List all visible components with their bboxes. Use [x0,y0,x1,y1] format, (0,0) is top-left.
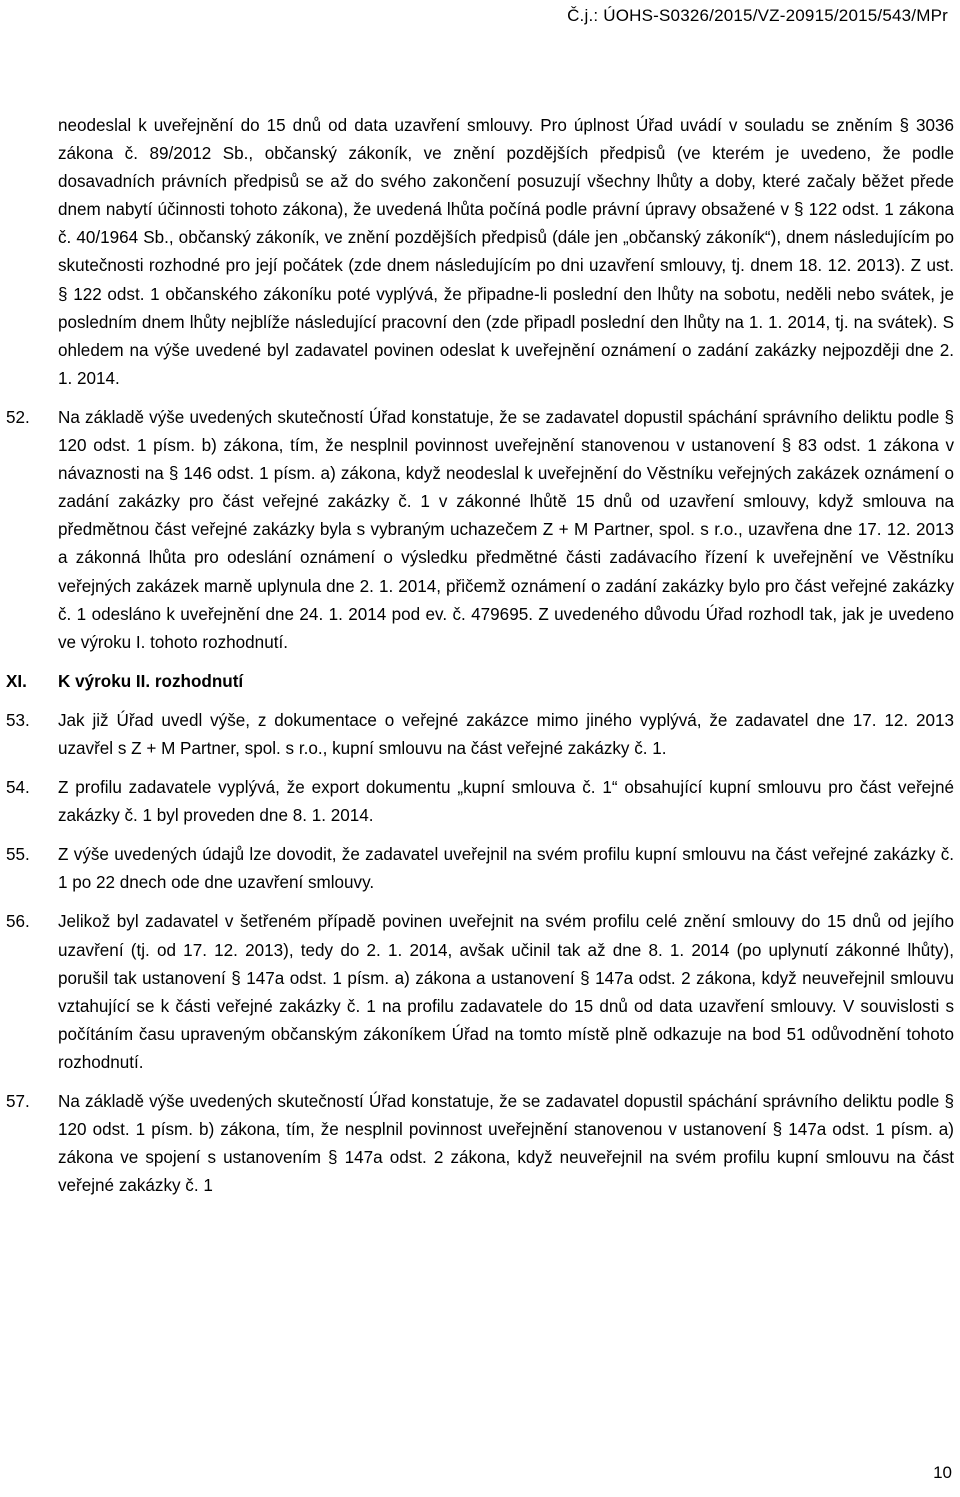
section-heading-xi [0,668,960,696]
page-number: 10 [933,1463,952,1482]
paragraph-text: Na základě výše uvedených skutečností Úřad konstatuje, že se zadavatel dopustil spáchání správního deliktu podle § 120 odst. 1 písm. b) zákona, tím, že nesplnil povinnost uveřejnění stanovenou v ustanovení § 147a odst. 1 písm. a) zákona ve spojení s ustanovením § 147a odst. 2 zákona, když neuveřejnil na svém profilu kupní smlouvu na část veřejné zakázky č. 1 [58,1092,954,1196]
paragraph-52 [0,404,960,657]
paragraph-57 [0,1088,960,1200]
section-title: K výroku II. rozhodnutí [58,671,244,691]
paragraph-text: Z profilu zadavatele vyplývá, že export dokumentu „kupní smlouva č. 1“ obsahující kupní smlouvu pro část veřejné zakázky č. 1 byl proveden dne 8. 1. 2014. [58,778,954,826]
paragraph-53 [0,707,960,763]
paragraph-55 [0,841,960,897]
paragraph-56 [0,908,960,1077]
paragraph-number: 54. [6,778,30,798]
paragraph-text: Jak již Úřad uvedl výše, z dokumentace o veřejné zakázce mimo jiného vyplývá, že zadavatel dne 17. 12. 2013 uzavřel s Z + M Partner, spol. s r.o., kupní smlouvu na část veřejné zakázky č. 1. [58,710,954,758]
paragraph-text: Jelikož byl zadavatel v šetřeném případě povinen uveřejnit na svém profilu celé znění smlouvy do 15 dnů od jejího uzavření (tj. od 17. 12. 2013), tedy do 2. 1. 2014, avšak učinil tak až dne 8. 1. 2014 (po uplynutí zákonné lhůty), porušil tak ustanovení § 147a odst. 1 písm. a) zákona a ustanovení § 147a odst. 2 zákona, když neuveřejnil smlouvu vztahující se k části veřejné zakázky č. 1 na profilu zadavatele do 15 dnů od data uzavření smlouvy. V souvislosti s počítáním času upraveným občanským zákoníkem Úřad na tomto místě plně odkazuje na bod 51 odůvodnění tohoto rozhodnutí. [58,912,954,1072]
paragraph-number: 53. [6,710,30,730]
intro-paragraph: neodeslal k uveřejnění do 15 dnů od data uzavření smlouvy. Pro úplnost Úřad uvádí v souladu se zněním § 3036 zákona č. 89/2012 Sb., občanský zákoník, ve znění pozdějších předpisů (ve kterém je uvedeno, že podle dosavadních právních předpisů se až do svého zakončení posuzují všechny lhůty a doby, které začaly běžet přede dnem nabytí účinnosti tohoto zákona), že uvedená lhůta počíná podle právní úpravy obsažené v § 122 odst. 1 zákona č. 40/1964 Sb., občanský zákoník, ve znění pozdějších předpisů (dále jen „občanský zákoník“), dnem následujícím po skutečnosti rozhodné pro její počátek (zde dnem následujícím po dni uzavření smlouvy, tj. dnem 18. 12. 2013). Z ust. § 122 odst. 1 občanského zákoníku poté vyplývá, že připadne-li poslední den lhůty na sobotu, neděli nebo svátek, je posledním dnem lhůty nejblíže následující pracovní den (zde připadl poslední den lhůty na 1. 1. 2014, tj. na svátek). S ohledem na výše uvedené byl zadavatel povinen odeslat k uveřejnění oznámení o zadání zakázky nejpozději dne 2. 1. 2014. [58,116,954,388]
section-number: XI. [6,671,27,691]
paragraph-number: 52. [6,407,30,427]
paragraph-text: Na základě výše uvedených skutečností Úřad konstatuje, že se zadavatel dopustil spáchání správního deliktu podle § 120 odst. 1 písm. b) zákona, tím, že nesplnil povinnost uveřejnění stanovenou v ustanovení § 83 odst. 1 zákona v návaznosti na § 146 odst. 1 písm. a) zákona, když neodeslal k uveřejnění do Věstníku veřejných zakázek oznámení o zadání zakázky pro část veřejné zakázky č. 1 v zákonné lhůtě 15 dnů od uzavření smlouvy, když smlouva na předmětnou část veřejné zakázky byla s vybraným uchazečem Z + M Partner, spol. s r.o., uzavřena dne 17. 12. 2013 a zákonná lhůta pro odeslání oznámení o výsledku předmětné části zadávacího řízení k uveřejnění ve Věstníku veřejných zakázek marně uplynula dne 2. 1. 2014, přičemž oznámení o zadání zakázky bylo pro část veřejné zakázky č. 1 odesláno k uveřejnění dne 24. 1. 2014 pod ev. č. 479695. Z uvedeného důvodu Úřad rozhodl tak, jak je uvedeno ve výroku I. tohoto rozhodnutí. [58,407,954,652]
paragraph-number: 56. [6,912,30,932]
document-body [0,112,960,1200]
paragraph-number: 55. [6,845,30,865]
document-reference: Č.j.: ÚOHS-S0326/2015/VZ-20915/2015/543/MPr [567,6,948,25]
paragraph-number: 57. [6,1092,30,1111]
paragraph-text: Z výše uvedených údajů lze dovodit, že zadavatel uveřejnil na svém profilu kupní smlouvu na část veřejné zakázky č. 1 po 22 dnech ode dne uzavření smlouvy. [58,845,954,893]
paragraph-54 [0,774,960,830]
